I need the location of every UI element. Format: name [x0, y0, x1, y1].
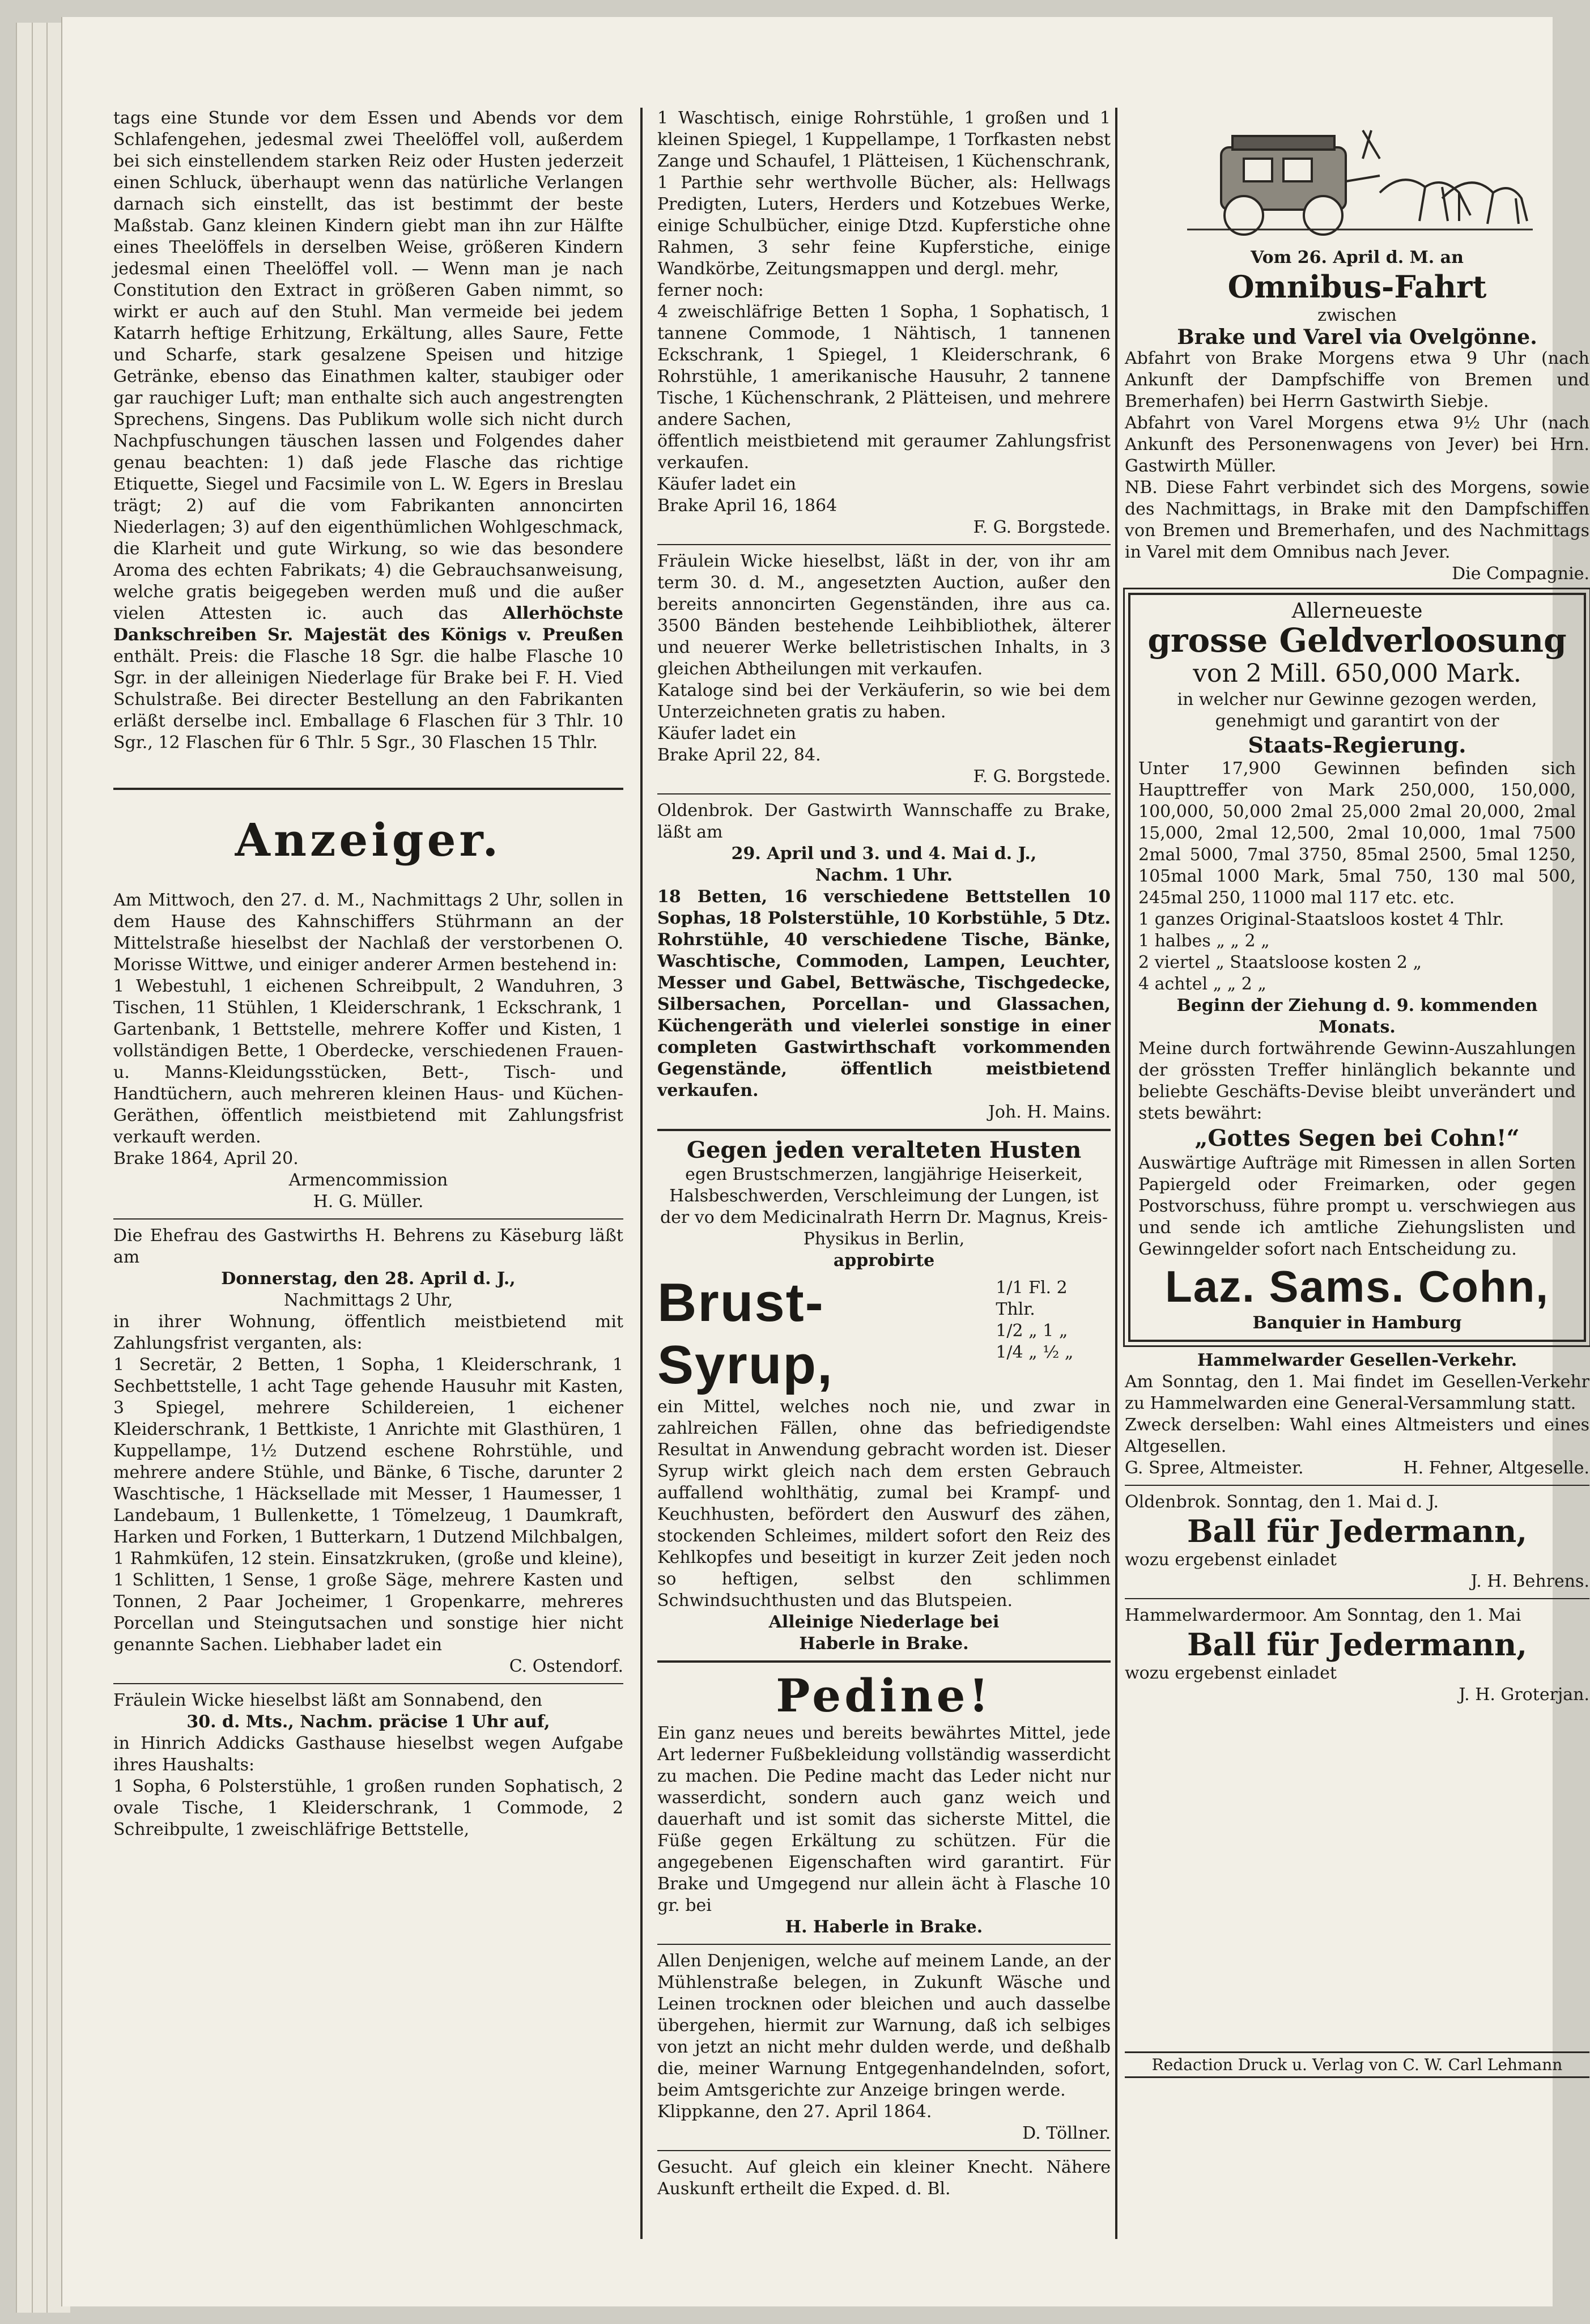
auction-date: 30. d. Mts., Nachm. präcise 1 Uhr auf,: [186, 1712, 550, 1732]
syrup-prices: [996, 1272, 1111, 1396]
auction-signature: F. G. Borgstede.: [973, 517, 1111, 537]
lottery-title: grosse Geldverloosung: [1147, 621, 1567, 660]
auction-date: Brake 1864, April 20.: [113, 1149, 299, 1169]
inn-notice: Oldenbrok. Der Gastwirth Wannschaffe zu Brake, läßt am: [657, 801, 1111, 842]
auction-signature: Armencommission: [288, 1170, 448, 1190]
warning-signature: D. Töllner.: [1022, 2123, 1111, 2143]
lottery-state: Staats-Regierung.: [1248, 732, 1466, 758]
column-rule: [1115, 108, 1117, 2239]
ball-intro: Oldenbrok. Sonntag, den 1. Mai d. J.: [1125, 1492, 1439, 1512]
guild-signatures: [1125, 1458, 1589, 1479]
auction-time: Nachmittags 2 Uhr,: [283, 1290, 453, 1310]
omnibus-schedule: Abfahrt von Brake Morgens etwa 9 Uhr (nach Ankunft der Dampfschiffe von Bremen und Bremerhafen) bei Herrn Gastwirth Siebje.: [1125, 349, 1589, 411]
warning-date: Klippkanne, den 27. April 1864.: [657, 2102, 932, 2122]
divider: [657, 793, 1111, 795]
warning-body: Allen Denjenigen, welche auf meinem Lande, an der Mühlenstraße belegen, in Zukunft Wäsche und Leinen trocknen oder bleichen und auch dasselbe übergehen, hiermit zur Warnung, daß ich selbiges von jetzt an nicht mehr dulden werde, und deßhalb die, meiner Warnung Entgegenhandelnden, sofort, beim Amtsgerichte zur Anzeige bringen werde.: [657, 1951, 1111, 2100]
ball-title: Ball für Jedermann,: [1187, 1513, 1528, 1549]
auction-signature: H. G. Müller.: [313, 1192, 424, 1212]
divider: [657, 544, 1111, 545]
stagecoach-illustration: [1176, 108, 1538, 244]
lottery-price: 2 viertel „ Staatsloose kosten 2 „: [1138, 953, 1422, 972]
lottery-price: 1 ganzes Original-Staatsloos kostet 4 Thlr.: [1138, 910, 1504, 929]
ball-invite: wozu ergebenst einladet: [1125, 1550, 1337, 1570]
extract-ad: tags eine Stunde vor dem Essen und Abends vor dem Schlafengehen, jedesmal zwei Theelöffel voll, außerdem bei sich einstellendem starken Reiz oder Husten jederzeit einen Schluck, überhaupt wenn das natürliche Verlangen darnach sich einstellt, das ist bestimmt der beste Maßstab. Ganz kleinen Kindern giebt man ihn zur Hälfte eines Theelöffels in derselben Weise, größeren Kindern jedesmal einen Theelöffel voll. — Wenn man je nach Constitution den Extract in größeren Gaben nimmt, so wirkt er auch auf den Stuhl. Man vermeide bei jedem Katarrh heftige Erhitzung, Erkältung, alles Saure, Fette und Scharfe, stark gesalzene Speisen und hitzige Getränke, ebenso das Einathmen kalter, staubiger oder gar rauchiger Luft; man enthalte sich auch angestrengten Sprechens, Singens. Das Publikum wolle sich nicht durch Nachpfuschungen täuschen lassen und Folgendes daher genau beachten: 1) daß jede Flasche das richtige Etiquette, Siegel und Facsimile von L. W. Egers in Breslau trägt; 2) auf die vom Fabrikanten annoncirten Niederlagen; 3) auf den eigenthümlichen Wohlgeschmack, die Klarheit und gute Wirkung, so wie das besondere Aroma des echten Fabrikats; 4) die Gebrauchsanweisung, welche gratis beigegeben werden muß und die außer vielen Attesten ic. auch das Allerhöchste Dankschreiben Sr. Majestät des Königs v. Preußen enthält. Preis: die Flasche 18 Sgr. die halbe Flasche 10 Sgr. in der alleinigen Niederlage für Brake bei F. H. Vied Schulstraße. Bei directer Bestellung an den Fabrikanten erläßt derselbe incl. Emballage 6 Flaschen für 3 Thlr. 10 Sgr., 12 Flaschen für 6 Thlr. 5 Sgr., 30 Flaschen 15 Thlr.: [113, 108, 624, 753]
auction-invite: Käufer ladet ein: [657, 474, 797, 494]
inn-items: 18 Betten, 16 verschiedene Bettstellen 10 Sophas, 18 Polsterstühle, 10 Korbstühle, 5 Dtz. Rohrstühle, 40 verschiedene Tische, Bänke, Waschtische, Commoden, Lampen, Leuchter, Messer und Gabel, Bettwäsche, Tischgedecke, Silbersachen, Porcellan- und Glassachen, Küchengeräth und vielerlei sonstige in einer completen Gastwirthschaft vorkommenden Gegenstände, öffentlich meistbietend verkaufen.: [657, 887, 1111, 1101]
wanted-ad: Gesucht. Auf gleich ein kleiner Knecht. Nähere Auskunft ertheilt die Exped. d. Bl.: [657, 2157, 1111, 2199]
price-line: 1/1 Fl. 2 Thlr.: [996, 1278, 1068, 1319]
syrup-title-row: [657, 1272, 1111, 1396]
omnibus-note: NB. Diese Fahrt verbindet sich des Morgens, sowie des Nachmittags, in Brake mit den Dampfschiffen von Bremen und Bremerhafen, und des Nachmittags in Varel mit dem Omnibus nach Jever.: [1125, 478, 1589, 562]
column-rule: [640, 108, 643, 2239]
guild-title: Hammelwarder Gesellen-Verkehr.: [1197, 1350, 1517, 1370]
syrup-heading: Gegen jeden veralteten Husten: [686, 1137, 1082, 1163]
syrup-body: ein Mittel, welches noch nie, und zwar in zahlreichen Fällen, ohne das befriedigendste Resultat in Anwendung gebracht worden ist. Dieser Syrup wirkt gleich nach dem ersten Gebrauch auffallend wohlthätig, zumal bei Krampf- und Keuchhusten, befördert den Auswurf des zähen, stockenden Schleimes, mildert sofort den Reiz des Kehlkopfes und beseitigt in kurzer Zeit jeden noch so heftigen, selbst den schlimmen Schwindsuchthusten und das Blutspeien.: [657, 1397, 1111, 1611]
lottery-kicker: Allerneueste: [1291, 600, 1423, 623]
price-line: 1/4 „ ½ „: [996, 1342, 1074, 1362]
ball-intro: Hammelwardermoor. Am Sonntag, den 1. Mai: [1125, 1605, 1521, 1625]
divider: [657, 1944, 1111, 1945]
auction-items: 1 Secretär, 2 Betten, 1 Sopha, 1 Kleiderschrank, 1 Sechbettstelle, 1 acht Tage gehende Hausuhr mit Kasten, 3 Spiegel, mehrere Schildereien, 1 eichener Kleiderschrank, 1 Bettkiste, 1 Anrichte mit Glasthüren, 1 Kuppellampe, 1½ Dutzend eschene Rohrstühle, und mehrere andere Stühle, und Bänke, 6 Tische, darunter 2 Waschtische, 1 Häcksellade mit Messer, 1 Haumesser, 1 Landebaum, 1 Bullenkette, 1 Tömelzeug, 1 Daumkraft, Harken und Forken, 1 Butterkarn, 1 Dutzend Milchbalgen, 1 Rahmküfen, 12 stein. Einsatzkruken, (große und kleine), 1 Schlitten, 1 Sense, 1 große Säge, mehrere Kasten und Tonnen, 2 Paar Jocheimer, 1 Gropenkarre, mehreres Porcellan und Steingutsachen und sonstige hier nicht genannte Sachen. Liebhaber ladet ein: [113, 1355, 623, 1655]
syrup-subheading: egen Brustschmerzen, langjährige Heiserkeit, Halsbeschwerden, Verschleimung der Lungen, ist der vo dem Medicinalrath Herrn Dr. Magnus, Kreis-Physikus in Berlin,: [660, 1165, 1108, 1249]
inn-signature: Joh. H. Mains.: [988, 1102, 1111, 1122]
lottery-motto: „Gottes Segen bei Cohn!“: [1194, 1125, 1520, 1152]
lottery-ad: [1128, 593, 1586, 1342]
syrup-approbation: approbirte: [833, 1251, 935, 1271]
divider: [657, 1129, 1111, 1131]
omnibus-title: Omnibus-Fahrt: [1227, 269, 1487, 305]
guild-purpose: Zweck derselben: Wahl eines Altmeisters und eines Altgesellen.: [1125, 1415, 1589, 1456]
ball-signature: J. H. Groterjan.: [1459, 1685, 1589, 1705]
lottery-price: 1 halbes „ „ 2 „: [1138, 931, 1270, 951]
auction-items: 1 Sopha, 6 Polsterstühle, 1 großen runden Sophatisch, 2 ovale Tische, 1 Kleiderschrank, 1 Commode, 2 Schreibpulte, 1 zweischläfrige Bettstelle,: [113, 1777, 623, 1839]
syrup-depot: Haberle in Brake.: [799, 1634, 969, 1654]
omnibus-between: zwischen: [1317, 305, 1397, 325]
lottery-body: Auswärtige Aufträge mit Rimessen in allen Sorten Papiergeld oder Freimarken, oder gegen Postvorschuss, führe prompt u. verschwiegen aus und sende ich amtliche Ziehungslisten und Gewinngelder sofort nach Entscheidung zu.: [1138, 1153, 1576, 1259]
column-left: [113, 108, 623, 1841]
divider: [113, 1683, 623, 1684]
auction-items: 1 Waschtisch, einige Rohrstühle, 1 großen und 1 kleinen Spiegel, 1 Kuppellampe, 1 Torfkasten nebst Zange und Schaufel, 1 Plätteisen, 1 Küchenschrank, 1 Parthie sehr werthvolle Bücher, als: Hellwags Predigten, Luters, Herders und Kotzebues Werke, einige Schulbücher, einige Dtzd. Kupferstiche ohne Rahmen, 3 sehr feine Kupferstiche, einige Wandkörbe, Zeitungsmappen und dergl. mehr,: [657, 108, 1111, 279]
lottery-banker-sub: Banquier in Hamburg: [1252, 1313, 1462, 1333]
auction-items: 1 Webestuhl, 1 eichenen Schreibpult, 2 Wanduhren, 3 Tischen, 11 Stühlen, 1 Kleiderschrank, 1 Eckschrank, 1 Gartenbank, 1 Bettstelle, mehrere Koffer und Kisten, 1 vollständigen Bette, 1 Oberdecke, verschiedenen Frauen- u. Manns-Kleidungsstücken, Bett-, Tisch- und Handtüchern, auch mehreren kleinen Haus- und Küchen-Geräthen, öffentlich meistbietend mit Zahlungsfrist verkauft werden.: [113, 976, 623, 1147]
auction-notice: Fräulein Wicke hieselbst läßt am Sonnabend, den: [113, 1690, 542, 1710]
lottery-prizes: Unter 17,900 Gewinnen befinden sich Haupttreffer von Mark 250,000, 150,000, 100,000, 50,000 2mal 25,000 2mal 20,000, 2mal 15,000, 2mal 12,500, 2mal 10,000, 1mal 7500 2mal 5000, 7mal 3750, 85mal 2500, 5mal 1250, 105mal 1000 Mark, 5mal 750, 130 mal 500, 245mal 250, 11000 mal 117 etc. etc.: [1138, 759, 1576, 908]
lottery-draw: Beginn der Ziehung d. 9. kommenden Monats.: [1176, 996, 1538, 1037]
auction-items: 4 zweischläfrige Betten 1 Sopha, 1 Sophatisch, 1 tannene Commode, 1 Nähtisch, 1 tannenen Eckschrank, 1 Spiegel, 1 Kleiderschrank, 6 Rohrstühle, 1 amerikanische Hausuhr, 2 tannene Tische, 1 Küchenschrank, 2 Plätteisen, und mehrere andere Sachen,: [657, 302, 1111, 430]
syrup-depot: Alleinige Niederlage bei: [768, 1612, 1000, 1632]
inn-dates: 29. April und 3. und 4. Mai d. J.,: [731, 844, 1037, 864]
lottery-banker: Laz. Sams. Cohn,: [1165, 1261, 1549, 1311]
pedine-signature: H. Haberle in Brake.: [785, 1917, 983, 1937]
divider: [1125, 1598, 1589, 1599]
guild-signature: G. Spree, Altmeister.: [1125, 1458, 1304, 1478]
pedine-body: Ein ganz neues und bereits bewährtes Mittel, jede Art lederner Fußbekleidung vollständig wasserdicht zu machen. Die Pedine macht das Leder nicht nur wasserdicht, sondern auch ganz weich und dauerhaft und ist somit das sicherste Mittel, die Füße gegen Erkältung zu schützen. Für die angegebenen Eigenschaften wird garantirt. Für Brake und Umgegend nur allein ächt à Flasche 10 gr. bei: [657, 1723, 1111, 1915]
omnibus-route: Brake und Varel via Ovelgönne.: [1177, 325, 1537, 349]
ball-title: Ball für Jedermann,: [1187, 1626, 1528, 1663]
omnibus-schedule: Abfahrt von Varel Morgens etwa 9½ Uhr (nach Ankunft des Personenwagens von Jever) bei Hrn. Gastwirth Müller.: [1125, 413, 1589, 476]
lottery-price: 4 achtel „ „ 2 „: [1138, 974, 1266, 994]
auction-notice: Die Ehefrau des Gastwirths H. Behrens zu Käseburg läßt am: [113, 1226, 623, 1267]
price-line: 1/2 „ 1 „: [996, 1321, 1068, 1341]
divider: [113, 1218, 623, 1220]
ball-signature: J. H. Behrens.: [1470, 1571, 1589, 1591]
omnibus-signature: Die Compagnie.: [1452, 564, 1589, 584]
auction-body: in Hinrich Addicks Gasthause hieselbst wegen Aufgabe ihres Haushalts:: [113, 1734, 623, 1775]
divider: [1125, 1485, 1589, 1486]
auction-body: öffentlich meistbietend mit geraumer Zahlungsfrist verkaufen.: [657, 431, 1111, 473]
inn-time: Nachm. 1 Uhr.: [815, 865, 953, 885]
column-middle: [657, 108, 1111, 2200]
library-notice: Fräulein Wicke hieselbst, läßt in der, von ihr am term 30. d. M., angesetzten Auction, außer den bereits annoncirten Gegenständen, ihre aus ca. 3500 Bänden bestehende Leihbibliothek, älterer und neuerer Werke belletristischen Inhalts, in 3 gleichen Abtheilungen mit verkaufen.: [657, 551, 1111, 679]
lottery-amount: von 2 Mill. 650,000 Mark.: [1193, 659, 1521, 688]
auction-signature: C. Ostendorf.: [509, 1656, 623, 1676]
guild-body: Am Sonntag, den 1. Mai findet im Gesellen-Verkehr zu Hammelwarden eine General-Versammlung statt.: [1125, 1372, 1589, 1413]
auction-date: Brake April 22, 84.: [657, 745, 821, 765]
pedine-title: Pedine!: [776, 1669, 992, 1722]
auction-notice: Am Mittwoch, den 27. d. M., Nachmittags 2 Uhr, sollen in dem Hause des Kahnschiffers Stührmann an der Mittelstraße hieselbst der Nachlaß der verstorbenen O. Morisse Wittwe, und einiger anderer Armen bestehend in:: [113, 890, 623, 975]
divider: [657, 2150, 1111, 2151]
omnibus-date: Vom 26. April d. M. an: [1251, 248, 1464, 267]
auction-body: ferner noch:: [657, 281, 764, 300]
column-right: [1125, 108, 1589, 1706]
lottery-body: Meine durch fortwährende Gewinn-Auszahlungen der grössten Treffer hinlänglich bekannte und beliebte Geschäfts-Devise bleibt unverändert und stets bewährt:: [1138, 1039, 1576, 1123]
auction-date: Brake April 16, 1864: [657, 496, 837, 516]
library-catalog: Kataloge sind bei der Verkäuferin, so wie bei dem Unterzeichneten gratis zu haben.: [657, 681, 1111, 722]
lottery-subtitle: in welcher nur Gewinne gezogen werden, genehmigt und garantirt von der: [1177, 690, 1537, 731]
auction-body: in ihrer Wohnung, öffentlich meistbietend mit Zahlungsfrist verganten, als:: [113, 1312, 623, 1353]
divider: [113, 788, 623, 790]
auction-invite: Käufer ladet ein: [657, 724, 797, 743]
auction-signature: F. G. Borgstede.: [973, 767, 1111, 787]
section-heading: Anzeiger.: [235, 813, 502, 866]
imprint-footer: Redaction Druck u. Verlag von C. W. Carl Lehmann: [1125, 2051, 1589, 2078]
syrup-title: Brust-Syrup,: [657, 1272, 834, 1395]
guild-signature: H. Fehner, Altgeselle.: [1403, 1458, 1589, 1478]
ball-invite: wozu ergebenst einladet: [1125, 1663, 1337, 1683]
auction-date: Donnerstag, den 28. April d. J.,: [221, 1269, 516, 1289]
divider: [657, 1660, 1111, 1663]
stagecoach-icon: [1187, 130, 1533, 235]
